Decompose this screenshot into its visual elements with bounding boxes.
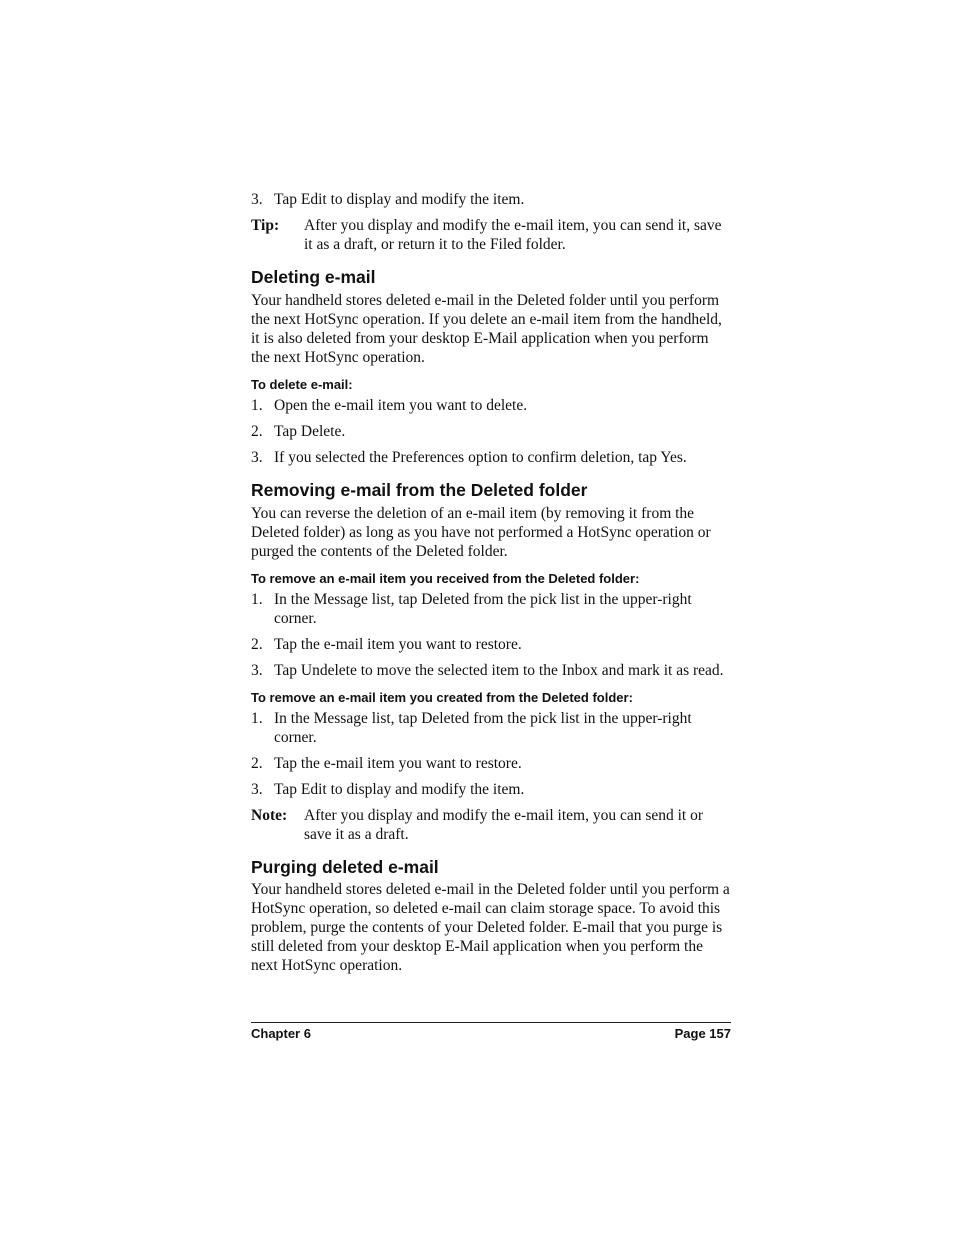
step-text: Tap Undelete to move the selected item to the Inbox and mark it as read. bbox=[274, 662, 724, 679]
heading-deleting-email: Deleting e-mail bbox=[251, 267, 376, 287]
step-number: 3. bbox=[251, 191, 263, 208]
step-number: 3. bbox=[251, 781, 263, 798]
step-text: Tap the e-mail item you want to restore. bbox=[274, 755, 522, 772]
note-block bbox=[251, 806, 731, 844]
step-3-edit bbox=[251, 190, 731, 209]
step-number: 2. bbox=[251, 636, 263, 653]
proc-title-remove-created: To remove an e-mail item you created from the Deleted folder: bbox=[251, 690, 633, 705]
step-number: 1. bbox=[251, 710, 263, 727]
delete-step-3 bbox=[251, 448, 731, 467]
step-number: 1. bbox=[251, 591, 263, 608]
page-content bbox=[251, 190, 731, 975]
step-number: 2. bbox=[251, 755, 263, 772]
step-number: 3. bbox=[251, 662, 263, 679]
step-text: Tap Delete. bbox=[274, 423, 346, 440]
step-text: Tap the e-mail item you want to restore. bbox=[274, 636, 522, 653]
note-label: Note: bbox=[251, 807, 288, 824]
step-text: In the Message list, tap Deleted from the pick list in the upper-right corner. bbox=[274, 710, 692, 746]
deleting-body: Your handheld stores deleted e-mail in the Deleted folder until you perform the next HotSync operation. If you delete an e-mail item from the handheld, it is also deleted from your desktop E-Mail application when you perform the next HotSync operation. bbox=[251, 292, 722, 366]
page-footer bbox=[251, 1022, 731, 1041]
proc-title-delete: To delete e-mail: bbox=[251, 377, 353, 392]
footer-page-number: Page 157 bbox=[674, 1026, 731, 1041]
removing-body: You can reverse the deletion of an e-mail item (by removing it from the Deleted folder) as long as you have not performed a HotSync operation or purged the contents of the Deleted folder. bbox=[251, 505, 711, 560]
purging-body: Your handheld stores deleted e-mail in the Deleted folder until you perform a HotSync operation, so deleted e-mail can claim storage space. To avoid this problem, purge the contents of your Deleted folder. E-mail that you purge is still deleted from your desktop E-Mail application when you perform the next HotSync operation. bbox=[251, 881, 730, 974]
proc-title-remove-received: To remove an e-mail item you received from the Deleted folder: bbox=[251, 571, 640, 586]
received-step-2 bbox=[251, 635, 731, 654]
tip-block bbox=[251, 216, 731, 254]
step-text: Tap Edit to display and modify the item. bbox=[274, 191, 525, 208]
created-step-3 bbox=[251, 780, 731, 799]
delete-step-2 bbox=[251, 422, 731, 441]
heading-purging-email: Purging deleted e-mail bbox=[251, 857, 439, 877]
created-step-2 bbox=[251, 754, 731, 773]
step-number: 3. bbox=[251, 449, 263, 466]
note-text: After you display and modify the e-mail item, you can send it or save it as a draft. bbox=[304, 807, 704, 843]
delete-step-1 bbox=[251, 396, 731, 415]
step-text: In the Message list, tap Deleted from the pick list in the upper-right corner. bbox=[274, 591, 692, 627]
received-step-3 bbox=[251, 661, 731, 680]
step-text: Open the e-mail item you want to delete. bbox=[274, 397, 528, 414]
created-step-1 bbox=[251, 709, 731, 747]
tip-text: After you display and modify the e-mail item, you can send it, save it as a draft, or return it to the Filed folder. bbox=[304, 217, 722, 253]
received-step-1 bbox=[251, 590, 731, 628]
step-text: Tap Edit to display and modify the item. bbox=[274, 781, 525, 798]
tip-label: Tip: bbox=[251, 217, 280, 234]
step-number: 1. bbox=[251, 397, 263, 414]
step-text: If you selected the Preferences option to confirm deletion, tap Yes. bbox=[274, 449, 687, 466]
footer-chapter: Chapter 6 bbox=[251, 1026, 311, 1041]
step-number: 2. bbox=[251, 423, 263, 440]
heading-removing-email: Removing e-mail from the Deleted folder bbox=[251, 480, 588, 500]
